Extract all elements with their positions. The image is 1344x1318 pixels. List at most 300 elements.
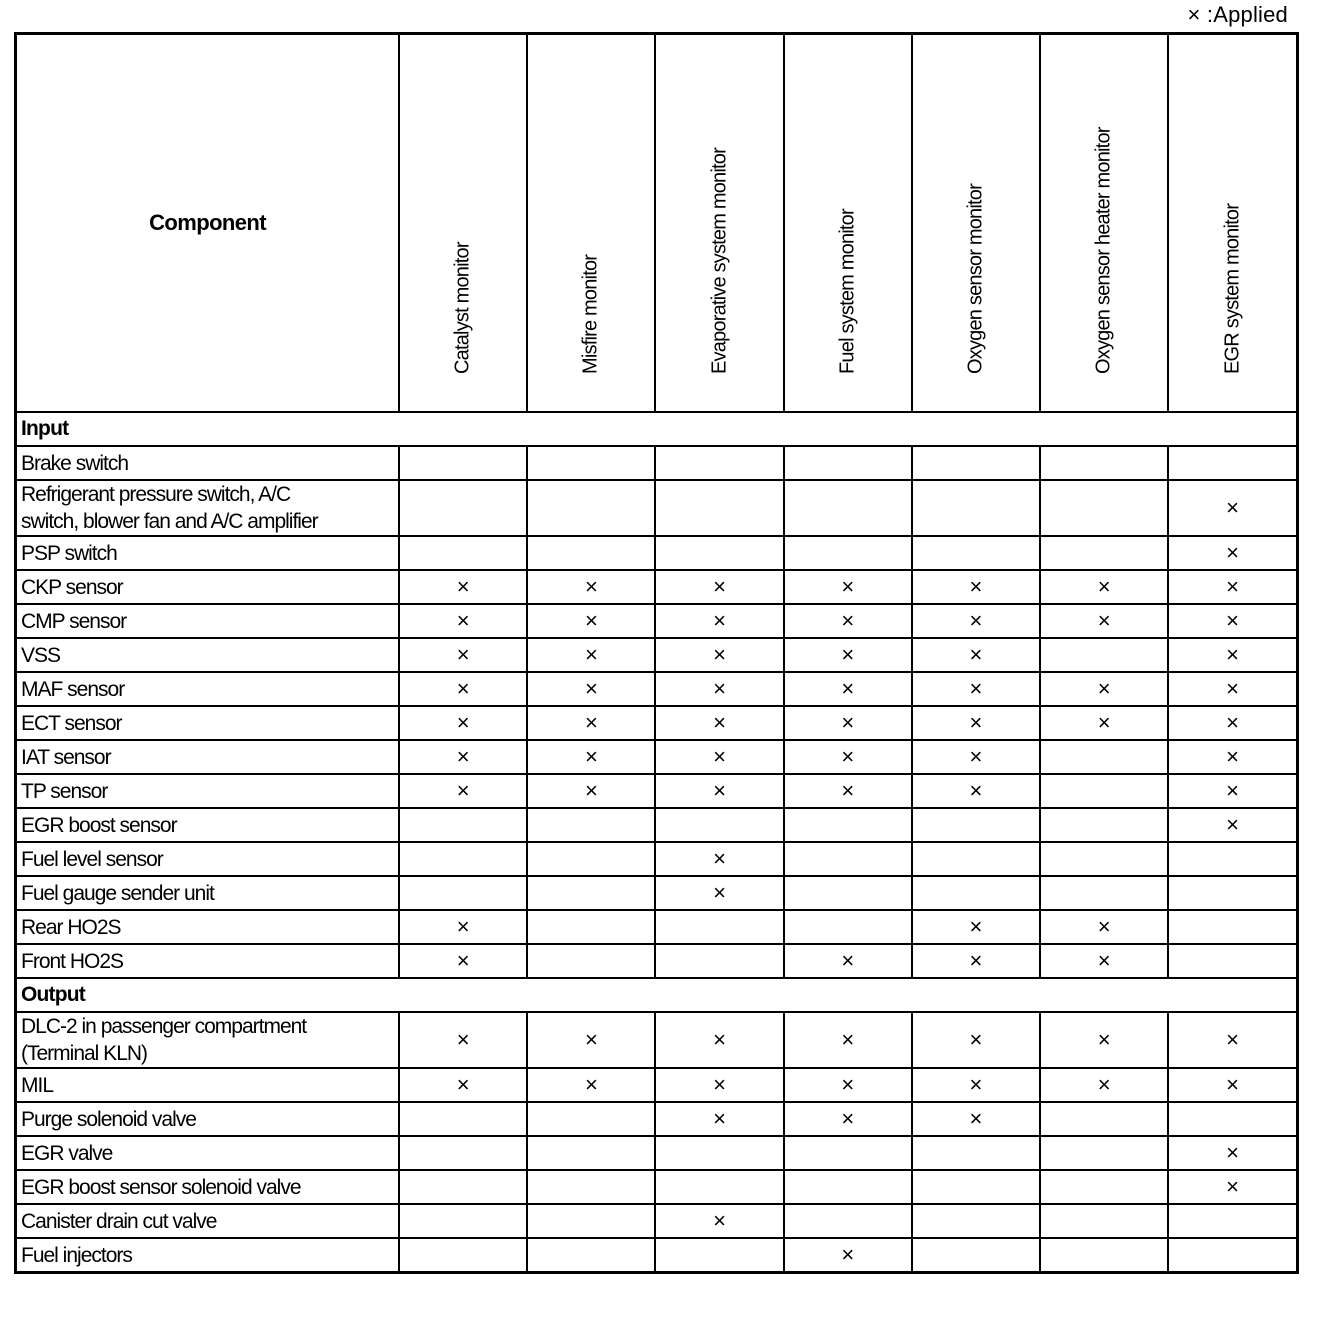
empty-cell bbox=[912, 876, 1040, 910]
empty-cell bbox=[655, 910, 783, 944]
applied-cell bbox=[912, 944, 1040, 978]
empty-cell bbox=[1168, 1238, 1297, 1273]
empty-cell bbox=[399, 536, 527, 570]
applied-cell bbox=[912, 740, 1040, 774]
applied-cell bbox=[912, 672, 1040, 706]
applied-cell bbox=[527, 774, 655, 808]
applied-cell bbox=[399, 740, 527, 774]
empty-cell bbox=[655, 808, 783, 842]
column-label: EGR system monitor bbox=[1221, 203, 1244, 374]
applied-mark-icon: × bbox=[841, 1072, 855, 1097]
empty-cell bbox=[527, 1170, 655, 1204]
applied-cell bbox=[655, 604, 783, 638]
empty-cell bbox=[1168, 1204, 1297, 1238]
empty-cell bbox=[399, 1204, 527, 1238]
applied-cell bbox=[1040, 944, 1168, 978]
applied-mark-icon: × bbox=[841, 608, 855, 633]
empty-cell bbox=[1040, 774, 1168, 808]
empty-cell bbox=[527, 944, 655, 978]
applied-cell bbox=[784, 638, 912, 672]
applied-mark-icon: × bbox=[969, 1027, 983, 1052]
applied-mark-icon: × bbox=[713, 846, 726, 871]
component-name-line: Fuel injectors bbox=[21, 1243, 132, 1267]
applied-mark-icon: × bbox=[584, 574, 598, 599]
applied-cell bbox=[1168, 672, 1297, 706]
applied-cell bbox=[784, 570, 912, 604]
applied-mark-icon: × bbox=[584, 1027, 598, 1052]
applied-mark-icon: × bbox=[456, 642, 470, 667]
component-name bbox=[16, 604, 400, 638]
applied-mark-icon: × bbox=[1226, 676, 1240, 701]
component-name bbox=[16, 808, 400, 842]
applied-mark-icon: × bbox=[841, 1106, 855, 1131]
applied-mark-icon: × bbox=[1097, 574, 1111, 599]
table-row bbox=[16, 706, 1298, 740]
empty-cell bbox=[655, 480, 783, 536]
applied-mark-icon: × bbox=[713, 574, 726, 599]
column-label: Oxygen sensor heater monitor bbox=[1092, 127, 1115, 374]
component-name-line: Brake switch bbox=[21, 451, 129, 475]
applied-cell bbox=[527, 740, 655, 774]
applied-mark-icon: × bbox=[584, 1072, 598, 1097]
empty-cell bbox=[1040, 808, 1168, 842]
empty-cell bbox=[1168, 944, 1297, 978]
applied-mark-icon: × bbox=[584, 608, 598, 633]
applied-cell bbox=[1168, 1170, 1297, 1204]
applied-cell bbox=[912, 706, 1040, 740]
applied-cell bbox=[784, 1068, 912, 1102]
applied-cell bbox=[527, 604, 655, 638]
applied-cell bbox=[1040, 706, 1168, 740]
section-title: Input bbox=[16, 412, 1298, 446]
empty-cell bbox=[912, 480, 1040, 536]
applied-mark-icon: × bbox=[713, 1208, 726, 1233]
empty-cell bbox=[1168, 842, 1297, 876]
component-name bbox=[16, 944, 400, 978]
empty-cell bbox=[527, 536, 655, 570]
empty-cell bbox=[1168, 910, 1297, 944]
empty-cell bbox=[1040, 1238, 1168, 1273]
empty-cell bbox=[1040, 1102, 1168, 1136]
empty-cell bbox=[1040, 1204, 1168, 1238]
applied-cell bbox=[784, 604, 912, 638]
empty-cell bbox=[784, 1204, 912, 1238]
empty-cell bbox=[1040, 842, 1168, 876]
empty-cell bbox=[1040, 1170, 1168, 1204]
applied-mark-icon: × bbox=[713, 1072, 726, 1097]
applied-cell bbox=[399, 944, 527, 978]
empty-cell bbox=[655, 1136, 783, 1170]
component-name bbox=[16, 706, 400, 740]
applied-mark-icon: × bbox=[969, 642, 983, 667]
table-row bbox=[16, 876, 1298, 910]
empty-cell bbox=[399, 1238, 527, 1273]
applied-cell bbox=[1168, 740, 1297, 774]
applied-mark-icon: × bbox=[456, 1027, 470, 1052]
applied-cell bbox=[399, 638, 527, 672]
matrix-body bbox=[16, 412, 1298, 1273]
applied-cell bbox=[912, 1068, 1040, 1102]
applied-mark-icon: × bbox=[713, 744, 726, 769]
applied-mark-icon: × bbox=[713, 608, 726, 633]
applied-mark-icon: × bbox=[1226, 495, 1240, 520]
empty-cell bbox=[527, 910, 655, 944]
applied-cell bbox=[655, 774, 783, 808]
column-header-fuel-system bbox=[784, 34, 912, 413]
component-name-line: Front HO2S bbox=[21, 949, 124, 973]
applied-mark-icon: × bbox=[1097, 710, 1111, 735]
component-name bbox=[16, 876, 400, 910]
applied-cell bbox=[655, 842, 783, 876]
applied-mark-icon: × bbox=[456, 574, 470, 599]
applied-cell bbox=[1168, 480, 1297, 536]
applied-mark-icon: × bbox=[1097, 676, 1111, 701]
applied-mark-icon: × bbox=[713, 1106, 726, 1131]
applied-mark-icon: × bbox=[969, 1106, 983, 1131]
applied-mark-icon: × bbox=[584, 676, 598, 701]
applied-cell bbox=[655, 740, 783, 774]
applied-mark-icon: × bbox=[969, 744, 983, 769]
component-name-line: EGR boost sensor bbox=[21, 813, 177, 837]
table-row bbox=[16, 910, 1298, 944]
empty-cell bbox=[784, 910, 912, 944]
table-row bbox=[16, 1238, 1298, 1273]
applied-cell bbox=[655, 1102, 783, 1136]
empty-cell bbox=[1168, 1102, 1297, 1136]
component-name bbox=[16, 672, 400, 706]
table-row bbox=[16, 1012, 1298, 1068]
applied-mark-icon: × bbox=[1226, 608, 1240, 633]
empty-cell bbox=[527, 842, 655, 876]
column-header-catalyst bbox=[399, 34, 527, 413]
applied-mark-icon: × bbox=[456, 948, 470, 973]
empty-cell bbox=[655, 944, 783, 978]
applied-mark-icon: × bbox=[969, 914, 983, 939]
component-name bbox=[16, 570, 400, 604]
applied-cell bbox=[655, 1204, 783, 1238]
component-name-line: Rear HO2S bbox=[21, 915, 121, 939]
component-name bbox=[16, 1012, 400, 1068]
column-label: Misfire monitor bbox=[579, 254, 602, 374]
applied-cell bbox=[784, 1012, 912, 1068]
applied-cell bbox=[1040, 672, 1168, 706]
empty-cell bbox=[1040, 876, 1168, 910]
applied-cell bbox=[527, 1068, 655, 1102]
applied-cell bbox=[912, 638, 1040, 672]
header-row bbox=[16, 34, 1298, 413]
applied-cell bbox=[1168, 774, 1297, 808]
applied-mark-icon: × bbox=[1226, 812, 1240, 837]
applied-mark-icon: × bbox=[1226, 1174, 1240, 1199]
applied-cell bbox=[399, 604, 527, 638]
applied-mark-icon: × bbox=[456, 744, 470, 769]
empty-cell bbox=[912, 808, 1040, 842]
applied-mark-icon: × bbox=[1226, 642, 1240, 667]
component-name bbox=[16, 910, 400, 944]
empty-cell bbox=[399, 1136, 527, 1170]
applied-cell bbox=[655, 706, 783, 740]
table-row bbox=[16, 638, 1298, 672]
applied-cell bbox=[912, 774, 1040, 808]
component-name-line: MIL bbox=[21, 1073, 54, 1097]
empty-cell bbox=[655, 536, 783, 570]
section-title: Output bbox=[16, 978, 1298, 1012]
applied-cell bbox=[1168, 536, 1297, 570]
empty-cell bbox=[527, 1102, 655, 1136]
applied-cell bbox=[1040, 910, 1168, 944]
component-name-line: EGR valve bbox=[21, 1141, 113, 1165]
empty-cell bbox=[399, 876, 527, 910]
applied-cell bbox=[527, 672, 655, 706]
applied-cell bbox=[784, 1102, 912, 1136]
component-name-line: PSP switch bbox=[21, 541, 117, 565]
empty-cell bbox=[912, 1204, 1040, 1238]
table-row bbox=[16, 570, 1298, 604]
component-name-line: IAT sensor bbox=[21, 745, 111, 769]
empty-cell bbox=[655, 446, 783, 480]
empty-cell bbox=[784, 808, 912, 842]
applied-mark-icon: × bbox=[1226, 710, 1240, 735]
component-name bbox=[16, 536, 400, 570]
applied-mark-icon: × bbox=[841, 744, 855, 769]
applied-cell bbox=[1040, 570, 1168, 604]
applied-mark-icon: × bbox=[713, 710, 726, 735]
empty-cell bbox=[527, 1136, 655, 1170]
table-row bbox=[16, 1068, 1298, 1102]
applied-mark-icon: × bbox=[1226, 1027, 1240, 1052]
component-name-line: VSS bbox=[21, 643, 61, 667]
applied-mark-icon: × bbox=[713, 880, 726, 905]
applied-mark-icon: × bbox=[713, 778, 726, 803]
component-name bbox=[16, 1170, 400, 1204]
empty-cell bbox=[912, 1136, 1040, 1170]
applied-legend: × :Applied bbox=[1187, 2, 1288, 27]
empty-cell bbox=[1040, 446, 1168, 480]
applied-mark-icon: × bbox=[1226, 744, 1240, 769]
component-name-line: EGR boost sensor solenoid valve bbox=[21, 1175, 301, 1199]
component-name-line: Fuel gauge sender unit bbox=[21, 881, 214, 905]
empty-cell bbox=[912, 536, 1040, 570]
component-name-line: MAF sensor bbox=[21, 677, 125, 701]
section-row-output bbox=[16, 978, 1298, 1012]
applied-cell bbox=[1168, 808, 1297, 842]
component-name-line: Fuel level sensor bbox=[21, 847, 163, 871]
applied-cell bbox=[655, 1012, 783, 1068]
applied-mark-icon: × bbox=[969, 948, 983, 973]
table-row bbox=[16, 672, 1298, 706]
applied-cell bbox=[784, 672, 912, 706]
monitor-component-matrix bbox=[14, 32, 1299, 1274]
applied-cell bbox=[784, 1238, 912, 1273]
component-name bbox=[16, 1238, 400, 1273]
column-label: Catalyst monitor bbox=[451, 242, 474, 374]
column-header-evaporative bbox=[655, 34, 783, 413]
applied-mark-icon: × bbox=[1097, 948, 1111, 973]
table-row bbox=[16, 1136, 1298, 1170]
applied-cell bbox=[1040, 604, 1168, 638]
component-name-line: CMP sensor bbox=[21, 609, 127, 633]
component-header: Component bbox=[16, 34, 400, 413]
empty-cell bbox=[655, 1170, 783, 1204]
applied-mark-icon: × bbox=[841, 642, 855, 667]
applied-cell bbox=[1168, 1068, 1297, 1102]
empty-cell bbox=[1040, 480, 1168, 536]
component-name-line: CKP sensor bbox=[21, 575, 123, 599]
table-row bbox=[16, 944, 1298, 978]
component-name bbox=[16, 1102, 400, 1136]
applied-mark-icon: × bbox=[969, 710, 983, 735]
empty-cell bbox=[527, 1204, 655, 1238]
component-name-line: ECT sensor bbox=[21, 711, 122, 735]
empty-cell bbox=[527, 808, 655, 842]
component-name-line: Refrigerant pressure switch, A/C bbox=[21, 483, 291, 506]
applied-cell bbox=[912, 604, 1040, 638]
applied-mark-icon: × bbox=[1097, 1072, 1111, 1097]
applied-cell bbox=[399, 1012, 527, 1068]
applied-cell bbox=[527, 706, 655, 740]
table-row bbox=[16, 446, 1298, 480]
applied-mark-icon: × bbox=[584, 744, 598, 769]
table-row bbox=[16, 604, 1298, 638]
table-row bbox=[16, 1204, 1298, 1238]
empty-cell bbox=[655, 1238, 783, 1273]
component-name-line: DLC-2 in passenger compartment bbox=[21, 1015, 307, 1038]
table-row bbox=[16, 808, 1298, 842]
applied-cell bbox=[912, 1012, 1040, 1068]
applied-cell bbox=[784, 740, 912, 774]
empty-cell bbox=[1040, 740, 1168, 774]
empty-cell bbox=[784, 1170, 912, 1204]
applied-cell bbox=[399, 672, 527, 706]
component-name-line: TP sensor bbox=[21, 779, 108, 803]
column-header-misfire bbox=[527, 34, 655, 413]
empty-cell bbox=[1040, 536, 1168, 570]
applied-cell bbox=[1040, 1012, 1168, 1068]
applied-cell bbox=[527, 638, 655, 672]
component-name-line: (Terminal KLN) bbox=[21, 1042, 148, 1065]
table-row bbox=[16, 740, 1298, 774]
applied-mark-icon: × bbox=[1226, 778, 1240, 803]
component-name-line: switch, blower fan and A/C amplifier bbox=[21, 510, 318, 533]
component-name bbox=[16, 446, 400, 480]
applied-mark-icon: × bbox=[969, 676, 983, 701]
table-row bbox=[16, 842, 1298, 876]
applied-mark-icon: × bbox=[713, 1027, 726, 1052]
applied-mark-icon: × bbox=[713, 676, 726, 701]
empty-cell bbox=[784, 480, 912, 536]
column-label: Oxygen sensor monitor bbox=[964, 184, 987, 374]
applied-cell bbox=[1040, 1068, 1168, 1102]
component-name bbox=[16, 740, 400, 774]
applied-mark-icon: × bbox=[969, 608, 983, 633]
empty-cell bbox=[784, 536, 912, 570]
applied-cell bbox=[655, 876, 783, 910]
applied-mark-icon: × bbox=[841, 1242, 855, 1267]
applied-mark-icon: × bbox=[969, 574, 983, 599]
table-row bbox=[16, 774, 1298, 808]
applied-mark-icon: × bbox=[584, 778, 598, 803]
section-row-input bbox=[16, 412, 1298, 446]
applied-mark-icon: × bbox=[456, 676, 470, 701]
applied-cell bbox=[912, 570, 1040, 604]
empty-cell bbox=[399, 808, 527, 842]
empty-cell bbox=[784, 1136, 912, 1170]
empty-cell bbox=[399, 1102, 527, 1136]
applied-cell bbox=[1168, 1012, 1297, 1068]
applied-cell bbox=[655, 638, 783, 672]
applied-mark-icon: × bbox=[969, 778, 983, 803]
applied-cell bbox=[1168, 1136, 1297, 1170]
applied-mark-icon: × bbox=[584, 642, 598, 667]
empty-cell bbox=[912, 1238, 1040, 1273]
empty-cell bbox=[399, 480, 527, 536]
applied-cell bbox=[1168, 706, 1297, 740]
applied-mark-icon: × bbox=[1226, 1140, 1240, 1165]
applied-mark-icon: × bbox=[841, 710, 855, 735]
component-name bbox=[16, 842, 400, 876]
applied-cell bbox=[527, 1012, 655, 1068]
applied-mark-icon: × bbox=[841, 1027, 855, 1052]
column-label: Fuel system monitor bbox=[836, 209, 859, 374]
applied-cell bbox=[784, 706, 912, 740]
applied-cell bbox=[399, 774, 527, 808]
empty-cell bbox=[527, 446, 655, 480]
applied-mark-icon: × bbox=[456, 778, 470, 803]
applied-cell bbox=[399, 570, 527, 604]
table-row bbox=[16, 536, 1298, 570]
component-name-line: Purge solenoid valve bbox=[21, 1107, 196, 1131]
table-row bbox=[16, 1102, 1298, 1136]
applied-mark-icon: × bbox=[1097, 1027, 1111, 1052]
component-name bbox=[16, 1068, 400, 1102]
applied-cell bbox=[399, 1068, 527, 1102]
applied-cell bbox=[655, 1068, 783, 1102]
column-header-oxygen-sensor bbox=[912, 34, 1040, 413]
applied-cell bbox=[1168, 570, 1297, 604]
empty-cell bbox=[912, 446, 1040, 480]
applied-mark-icon: × bbox=[456, 1072, 470, 1097]
column-header-egr-system bbox=[1168, 34, 1297, 413]
component-name bbox=[16, 1204, 400, 1238]
applied-mark-icon: × bbox=[1097, 914, 1111, 939]
empty-cell bbox=[399, 1170, 527, 1204]
component-name bbox=[16, 1136, 400, 1170]
applied-cell bbox=[1168, 604, 1297, 638]
applied-cell bbox=[527, 570, 655, 604]
empty-cell bbox=[1168, 876, 1297, 910]
applied-mark-icon: × bbox=[1226, 574, 1240, 599]
component-name bbox=[16, 774, 400, 808]
applied-mark-icon: × bbox=[969, 1072, 983, 1097]
applied-mark-icon: × bbox=[1226, 540, 1240, 565]
applied-cell bbox=[784, 944, 912, 978]
empty-cell bbox=[912, 842, 1040, 876]
table-row bbox=[16, 1170, 1298, 1204]
applied-mark-icon: × bbox=[584, 710, 598, 735]
applied-mark-icon: × bbox=[456, 914, 470, 939]
applied-mark-icon: × bbox=[456, 608, 470, 633]
applied-mark-icon: × bbox=[841, 574, 855, 599]
applied-cell bbox=[912, 1102, 1040, 1136]
applied-cell bbox=[399, 706, 527, 740]
applied-cell bbox=[655, 570, 783, 604]
applied-cell bbox=[1168, 638, 1297, 672]
column-header-oxygen-sensor-heater bbox=[1040, 34, 1168, 413]
applied-mark-icon: × bbox=[713, 642, 726, 667]
applied-mark-icon: × bbox=[1097, 608, 1111, 633]
applied-mark-icon: × bbox=[1226, 1072, 1240, 1097]
applied-mark-icon: × bbox=[841, 948, 855, 973]
